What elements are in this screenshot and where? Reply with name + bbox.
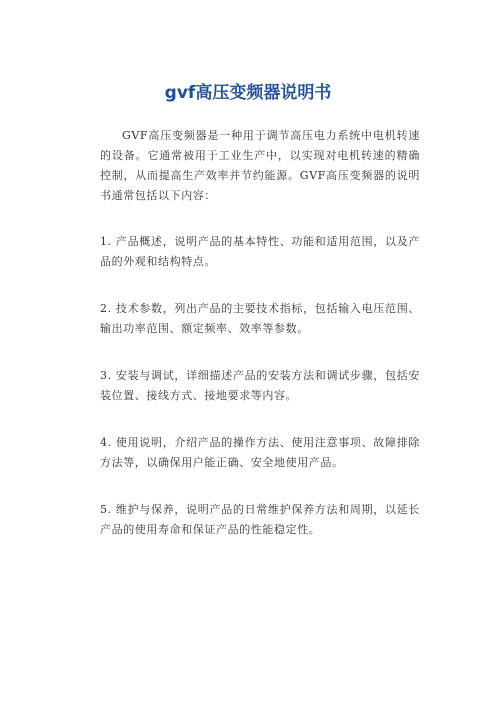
- section-specs-paragraph: 2. 技术参数，列出产品的主要技术指标，包括输入电压范围、输出功率范围、额定频率、效率等参数。: [100, 302, 420, 335]
- document-title: gvf高压变频器说明书: [164, 83, 332, 103]
- section-usage-paragraph: 4. 使用说明，介绍产品的操作方法、使用注意事项、故障排除方法等，以确保用户能正确、安全地使用产品。: [100, 436, 420, 469]
- intro-paragraph: GVF高压变频器是一种用于调节高压电力系统中电机转速的设备。它通常被用于工业生产中，以实现对电机转速的精确控制，从而提高生产效率并节约能源。GVF高压变频器的说明书通常包括以下内容：: [100, 129, 420, 202]
- section-maintenance-paragraph: 5. 维护与保养，说明产品的日常维护保养方法和周期，以延长产品的使用寿命和保证产品的性能稳定性。: [100, 503, 420, 536]
- section-overview-paragraph: 1. 产品概述，说明产品的基本特性、功能和适用范围，以及产品的外观和结构特点。: [100, 235, 420, 268]
- section-install-paragraph: 3. 安装与调试，详细描述产品的安装方法和调试步骤，包括安装位置、接线方式、接地要求等内容。: [100, 369, 420, 402]
- document-body: [100, 126, 420, 567]
